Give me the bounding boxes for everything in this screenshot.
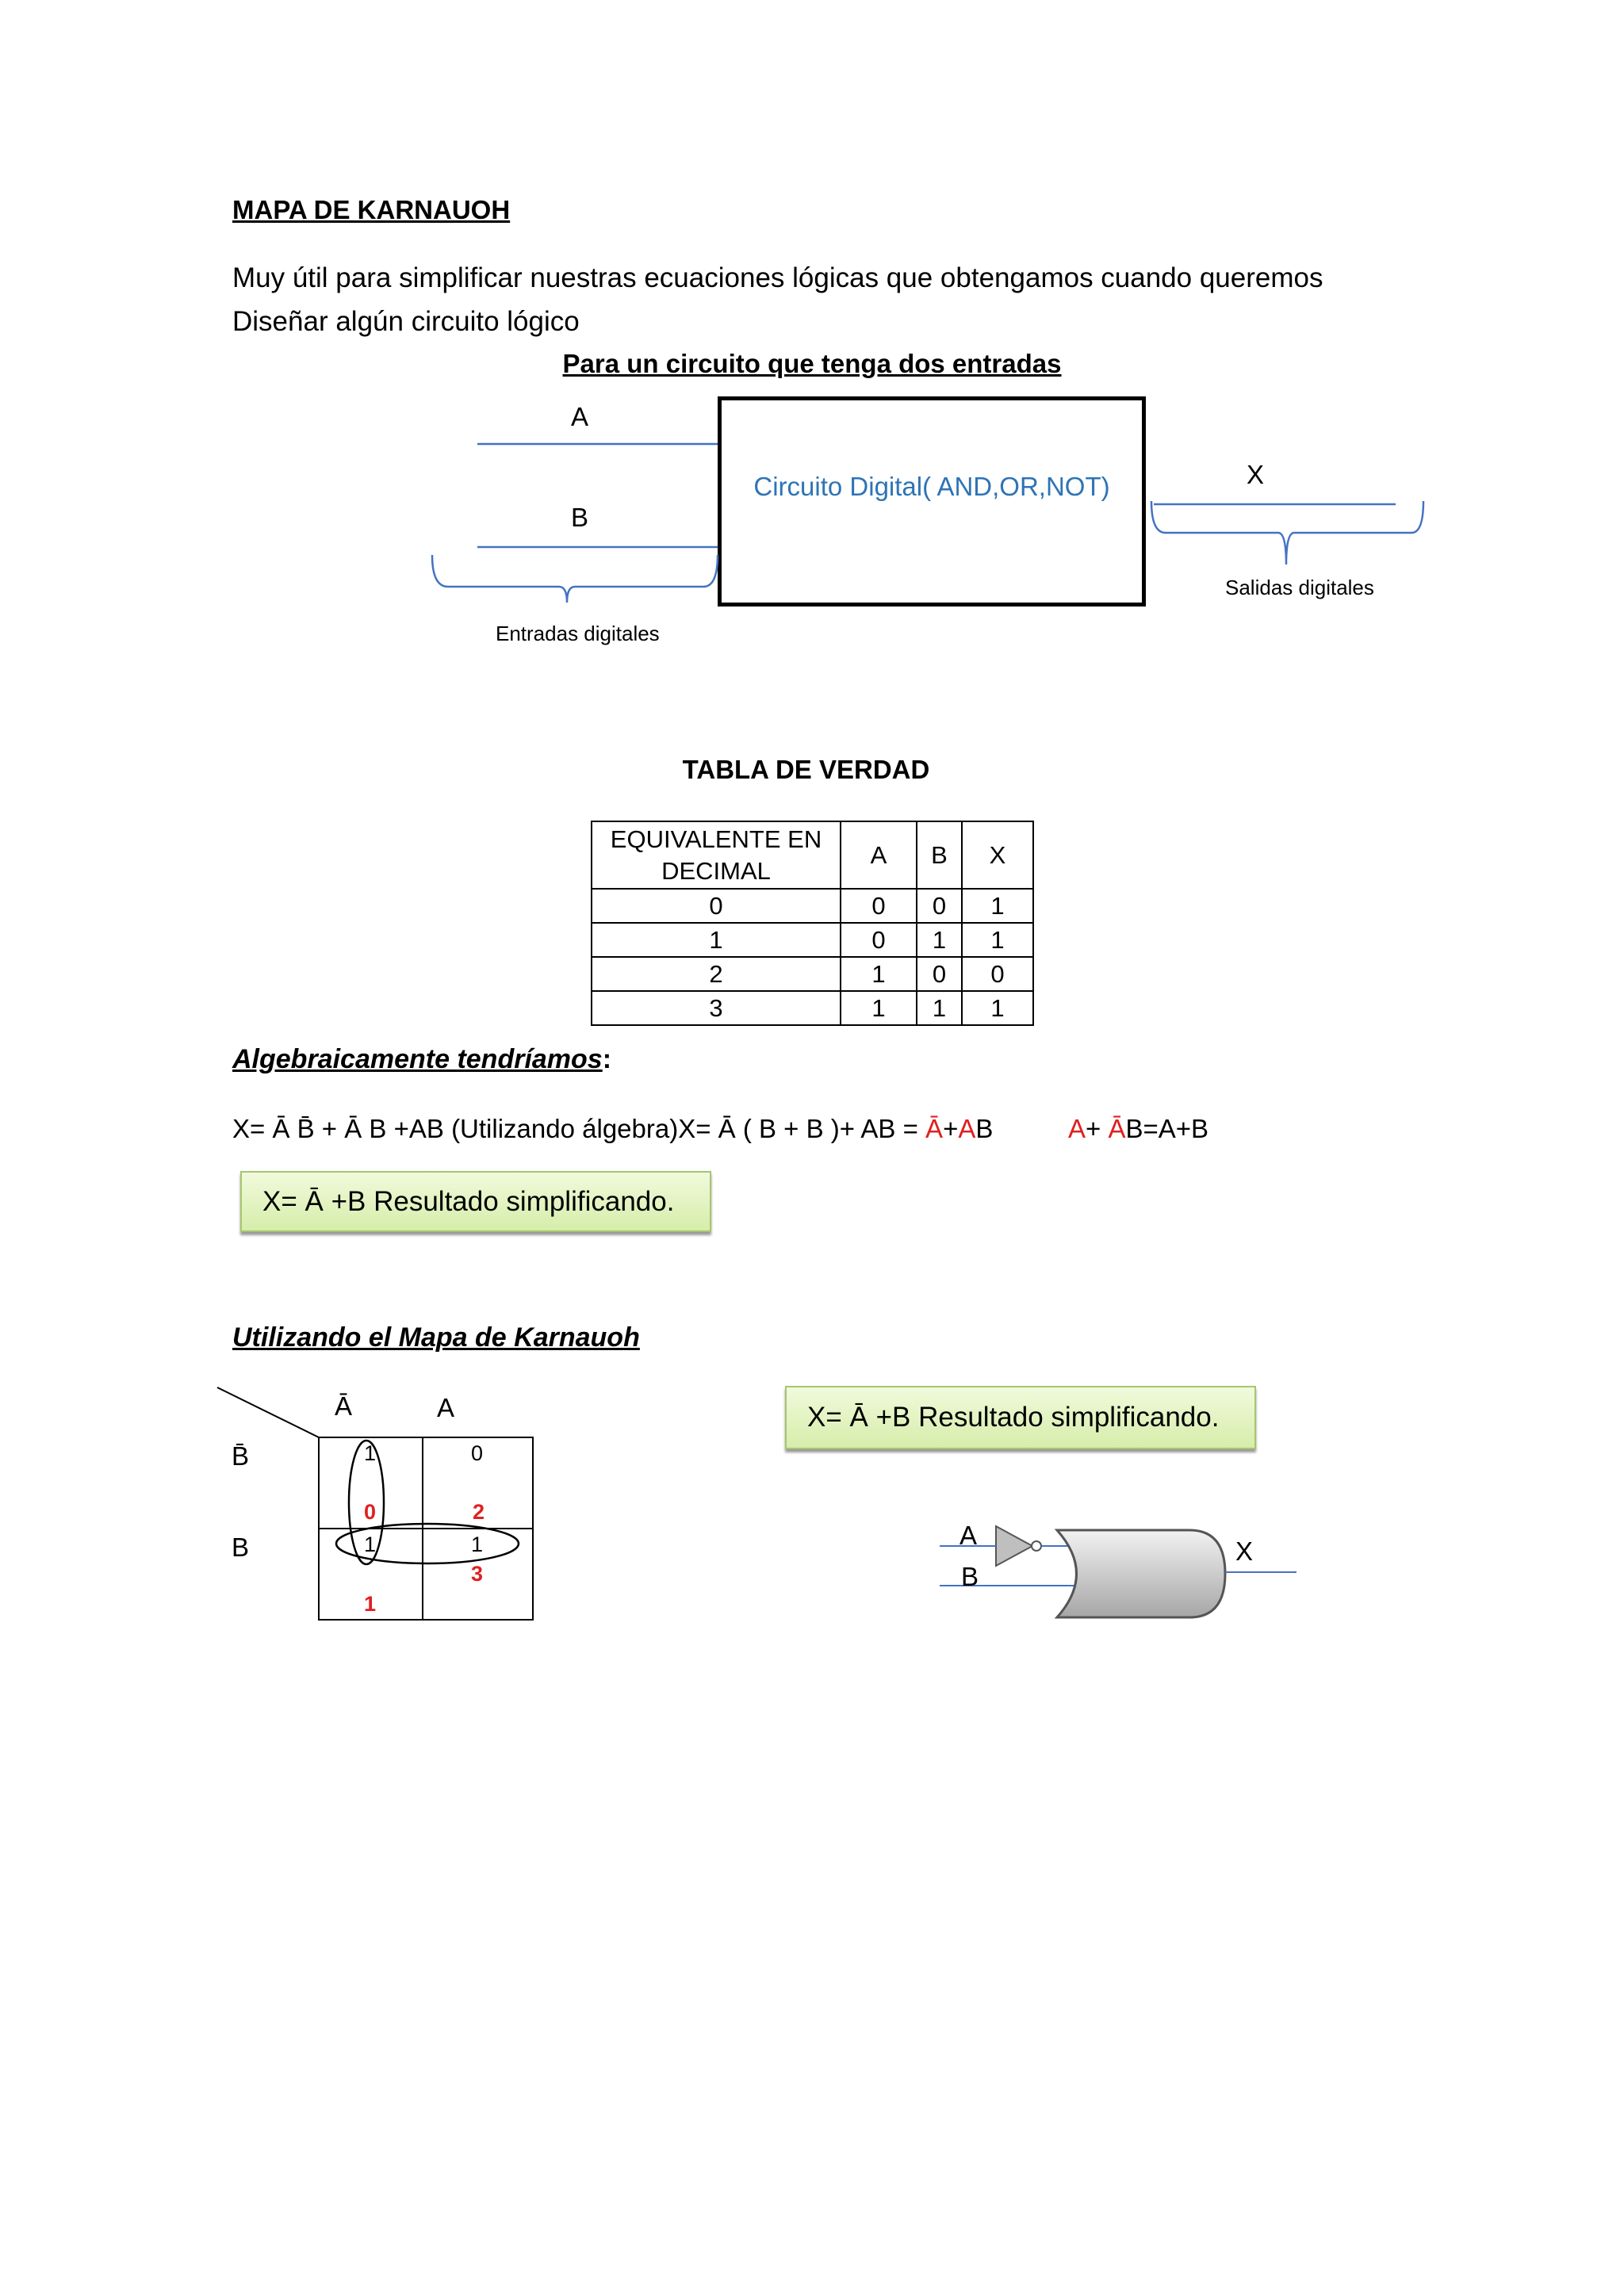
gate-output-label: X <box>1235 1536 1254 1566</box>
cell-x: 1 <box>962 991 1033 1025</box>
circuit-input-b-label: B <box>571 503 589 532</box>
kmap-cell-value: 0 <box>471 1441 484 1465</box>
cell-a: 1 <box>841 991 917 1025</box>
outputs-caption: Salidas digitales <box>1225 576 1374 599</box>
algebra-heading: Algebraicamente tendríamos: <box>232 1044 612 1074</box>
header-a: A <box>841 821 917 889</box>
circuit-subtitle: Para un circuito que tenga dos entradas <box>562 349 1062 378</box>
cell-b: 0 <box>917 957 962 991</box>
not-gate <box>996 1526 1032 1566</box>
not-bubble <box>1032 1541 1041 1551</box>
algebra-rule: A+ ĀB=A+B <box>1068 1114 1209 1143</box>
header-x: X <box>962 821 1033 889</box>
table-row <box>592 991 1033 1025</box>
or-gate <box>1057 1530 1225 1617</box>
circuit-input-a-label: A <box>571 402 589 431</box>
table-row <box>592 889 1033 923</box>
header-decimal: EQUIVALENTE EN DECIMAL <box>592 821 841 889</box>
table-row <box>592 923 1033 957</box>
cell-decimal: 1 <box>592 923 841 957</box>
cell-a: 0 <box>841 923 917 957</box>
inputs-caption: Entradas digitales <box>496 622 660 645</box>
header-b: B <box>917 821 962 889</box>
gate-input-a-label: A <box>959 1521 978 1550</box>
kmap-cell-value: 1 <box>364 1441 377 1465</box>
inputs-brace <box>432 555 718 603</box>
intro-line-1: Muy útil para simplificar nuestras ecuaciones lógicas que obtengamos cuando queremos <box>232 262 1323 293</box>
cell-decimal: 0 <box>592 889 841 923</box>
outputs-brace <box>1151 501 1423 564</box>
kmap-cell-index: 0 <box>364 1500 377 1524</box>
intro-line-2: Diseñar algún circuito lógico <box>232 306 580 337</box>
karnaugh-heading: Utilizando el Mapa de Karnauoh <box>232 1322 640 1353</box>
kmap-cell-index: 1 <box>364 1592 377 1616</box>
cell-b: 1 <box>917 923 962 957</box>
kmap-row-label-b: B <box>232 1533 250 1562</box>
circuit-box-label: Circuito Digital( AND,OR,NOT) <box>753 472 1110 501</box>
kmap-row-label-not-b: B̄ <box>232 1441 250 1471</box>
cell-x: 0 <box>962 957 1033 991</box>
truth-table-header <box>592 821 1033 889</box>
kmap-col-label-not-a: Ā <box>335 1391 353 1421</box>
circuit-output-x-label: X <box>1247 460 1265 489</box>
truth-table <box>591 821 1034 1026</box>
page-title: MAPA DE KARNAUOH <box>232 195 511 224</box>
cell-a: 1 <box>841 957 917 991</box>
gate-input-b-label: B <box>961 1562 979 1591</box>
kmap-cell-index: 2 <box>473 1500 485 1524</box>
cell-decimal: 3 <box>592 991 841 1025</box>
karnaugh-result-box: X= Ā +B Resultado simplificando. <box>785 1386 1256 1449</box>
cell-x: 1 <box>962 889 1033 923</box>
algebra-result-box: X= Ā +B Resultado simplificando. <box>240 1171 711 1232</box>
kmap-cell-index: 3 <box>471 1562 484 1586</box>
truth-table-title: TABLA DE VERDAD <box>682 755 930 784</box>
cell-b: 0 <box>917 889 962 923</box>
cell-x: 1 <box>962 923 1033 957</box>
algebra-equation: X= Ā B̄ + Ā B +AB (Utilizando álgebra)X= Ā ( B + B )+ AB = Ā+AB <box>232 1114 994 1143</box>
kmap-col-label-a: A <box>437 1393 455 1422</box>
table-row <box>592 957 1033 991</box>
kmap-cell-value: 1 <box>364 1533 377 1556</box>
cell-decimal: 2 <box>592 957 841 991</box>
kmap-cell-value: 1 <box>471 1533 484 1556</box>
kmap-diagonal <box>217 1387 319 1437</box>
cell-a: 0 <box>841 889 917 923</box>
cell-b: 1 <box>917 991 962 1025</box>
